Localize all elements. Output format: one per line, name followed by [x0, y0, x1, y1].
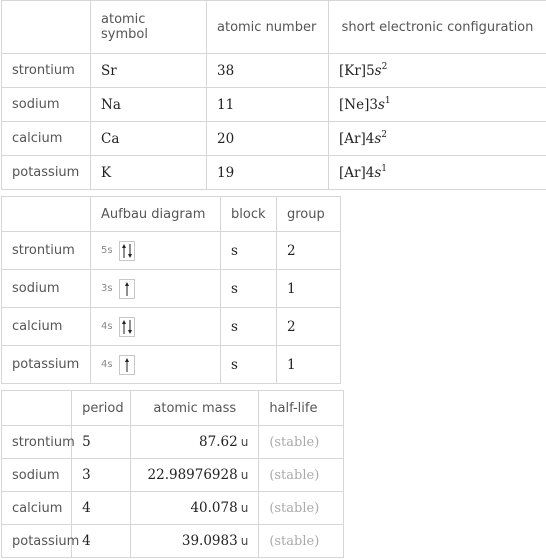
table-row — [2, 122, 546, 156]
aufbau-diagram — [91, 346, 221, 384]
config-orbital: s — [374, 62, 382, 79]
element-name: sodium — [2, 270, 91, 308]
aufbau-diagram — [91, 270, 221, 308]
atomic-mass — [131, 459, 259, 492]
block-value: s — [221, 346, 277, 384]
group-value: 1 — [277, 346, 341, 384]
table-row — [2, 525, 344, 558]
period-value: 4 — [72, 525, 131, 558]
header-block: block — [221, 197, 277, 232]
half-life-value: (stable) — [259, 492, 344, 525]
atomic-number: 38 — [207, 54, 329, 88]
table-row — [2, 270, 341, 308]
atomic-number: 19 — [207, 156, 329, 190]
element-name: potassium — [2, 346, 91, 384]
spin-down-arrow-icon — [128, 244, 132, 258]
element-name: potassium — [2, 525, 72, 558]
orbital-box — [119, 279, 135, 299]
atomic-symbol: Na — [91, 88, 207, 122]
orbital-label: 3s — [101, 283, 113, 294]
aufbau-diagram — [91, 308, 221, 346]
config-orbital: s — [377, 96, 385, 113]
mass-unit: u — [240, 501, 249, 515]
header-atomic-symbol: atomic symbol — [91, 1, 207, 54]
table-row — [2, 232, 341, 270]
orbital-box — [119, 355, 135, 375]
spin-up-arrow-icon — [122, 320, 126, 334]
orbital-box — [119, 241, 135, 261]
element-name: strontium — [2, 232, 91, 270]
config-core: [Ar]4 — [339, 130, 375, 147]
atomic-number: 11 — [207, 88, 329, 122]
atomic-number: 20 — [207, 122, 329, 156]
element-name: sodium — [2, 88, 91, 122]
aufbau-diagram — [91, 232, 221, 270]
mass-unit: u — [240, 468, 249, 482]
half-life-value: (stable) — [259, 525, 344, 558]
config-core: [Ne]3 — [339, 96, 378, 113]
electronic-configuration — [329, 156, 546, 190]
table-header-row — [2, 1, 546, 54]
atomic-symbol: Sr — [91, 54, 207, 88]
half-life-value: (stable) — [259, 459, 344, 492]
header-cell-empty — [2, 1, 91, 54]
electronic-configuration — [329, 54, 546, 88]
header-atomic-mass: atomic mass — [131, 391, 259, 426]
element-name: calcium — [2, 122, 91, 156]
header-period: period — [72, 391, 131, 426]
config-exponent: 1 — [384, 95, 391, 106]
atomic-symbol: Ca — [91, 122, 207, 156]
block-value: s — [221, 270, 277, 308]
table-header-row — [2, 391, 344, 426]
mass-value: 39.0983 — [181, 533, 238, 549]
block-value: s — [221, 232, 277, 270]
electronic-configuration — [329, 88, 546, 122]
electronic-configuration — [329, 122, 546, 156]
config-exponent: 1 — [381, 163, 387, 174]
header-atomic-number: atomic number — [207, 1, 329, 54]
element-name: strontium — [2, 426, 72, 459]
mass-value: 40.078 — [190, 500, 238, 516]
group-value: 2 — [277, 308, 341, 346]
table-row — [2, 156, 546, 190]
header-group: group — [277, 197, 341, 232]
element-name: potassium — [2, 156, 91, 190]
atomic-symbol: K — [91, 156, 207, 190]
table-row — [2, 88, 546, 122]
config-core: [Ar]4 — [339, 164, 375, 181]
table-row — [2, 492, 344, 525]
spin-down-arrow-icon — [128, 320, 132, 334]
mass-unit: u — [240, 435, 249, 449]
orbital-box — [119, 317, 135, 337]
table-row — [2, 54, 546, 88]
group-value: 2 — [277, 232, 341, 270]
orbital-label: 4s — [101, 359, 113, 370]
orbital-label: 4s — [101, 321, 113, 332]
header-electronic-configuration: short electronic configuration — [329, 1, 546, 54]
period-value: 5 — [72, 426, 131, 459]
table-header-row — [2, 197, 341, 232]
mass-unit: u — [240, 534, 249, 548]
aufbau-table — [1, 196, 341, 384]
element-name: calcium — [2, 492, 72, 525]
group-value: 1 — [277, 270, 341, 308]
table-row — [2, 346, 341, 384]
config-orbital: s — [374, 130, 382, 147]
header-aufbau-diagram: Aufbau diagram — [91, 197, 221, 232]
half-life-value: (stable) — [259, 426, 344, 459]
table-row — [2, 426, 344, 459]
config-exponent: 2 — [381, 61, 388, 72]
table-row — [2, 308, 341, 346]
header-cell-empty — [2, 391, 72, 426]
spin-up-arrow-icon — [125, 282, 129, 296]
spin-up-arrow-icon — [125, 358, 129, 372]
mass-value: 22.98976928 — [147, 467, 238, 483]
config-exponent: 2 — [381, 129, 387, 140]
table-row — [2, 459, 344, 492]
mass-table — [1, 390, 344, 558]
period-value: 3 — [72, 459, 131, 492]
element-name: strontium — [2, 54, 91, 88]
electron-config-table — [1, 0, 546, 190]
mass-value: 87.62 — [199, 434, 238, 450]
config-core: [Kr]5 — [339, 62, 375, 79]
config-orbital: s — [374, 164, 382, 181]
element-name: calcium — [2, 308, 91, 346]
atomic-mass — [131, 525, 259, 558]
header-cell-empty — [2, 197, 91, 232]
header-half-life: half-life — [259, 391, 344, 426]
atomic-mass — [131, 426, 259, 459]
period-value: 4 — [72, 492, 131, 525]
element-name: sodium — [2, 459, 72, 492]
orbital-label: 5s — [101, 245, 113, 256]
block-value: s — [221, 308, 277, 346]
atomic-mass — [131, 492, 259, 525]
spin-up-arrow-icon — [122, 244, 126, 258]
